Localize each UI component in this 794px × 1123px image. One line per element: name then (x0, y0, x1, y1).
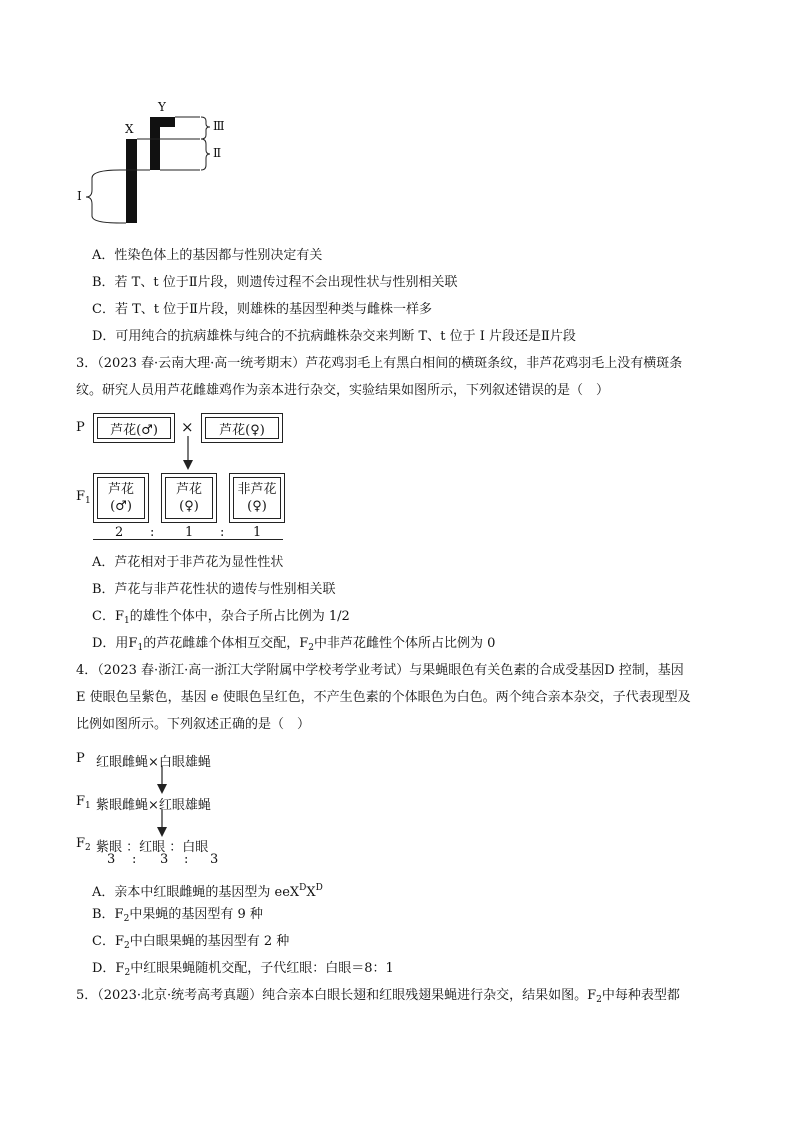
q3-option-b: B．芦花与非芦花性状的遗传与性别相关联 (92, 582, 336, 597)
q2-option-a: A．性染色体上的基因都与性别决定有关 (92, 248, 323, 263)
q3-arrow (178, 436, 198, 472)
label-ii: Ⅱ (213, 146, 222, 160)
label-i: I (77, 189, 82, 203)
q3-parent-male: 芦花(♂) (110, 422, 158, 438)
q3-child1-box (93, 473, 149, 523)
q4-stem-line2: E 使眼色呈紫色，基因 e 使眼色呈红色，不产生色素的个体眼色为白色。两个纯合亲本杂交，子代表现型及 (76, 690, 691, 705)
q4-f2-ratio-2: 3 (160, 852, 169, 867)
q3-child1-inner: 芦花 (♂) (97, 477, 145, 519)
q3-cross: × (181, 418, 194, 436)
q4-f1-label: $F_1$ (76, 794, 91, 811)
q4-f2-ratio-colon-1: : (132, 852, 137, 867)
q3-f1-label: $F_1$ (76, 489, 91, 506)
q4-arrow-2 (152, 809, 172, 839)
label-x: X (125, 122, 134, 136)
q3-ratio-underline (93, 539, 283, 540)
q3-p-label: P (76, 420, 85, 435)
q4-option-c: C．$F_2$中白眼果蝇的基因型有 2 种 (92, 934, 290, 951)
q2-option-d: D．可用纯合的抗病雄株与纯合的不抗病雌株杂交来判断 T、t 位于 I 片段还是Ⅱ片段 (92, 329, 576, 344)
q4-stem-line1: 4．（2023 春·浙江·高一浙江大学附属中学校考学业考试）与果蝇眼色有关色素的合成受基因D 控制，基因 (76, 663, 684, 678)
q3-ratio-1: 2 (115, 525, 124, 540)
q4-p-cross: 红眼雌蝇×白眼雄蝇 (96, 755, 211, 770)
q3-stem-line2: 纹。研究人员用芦花雌雄鸡作为亲本进行杂交，实验结果如图所示，下列叙述错误的是（ ） (76, 383, 610, 398)
q4-arrow-1 (152, 766, 172, 796)
y-chromosome-top (150, 117, 175, 127)
q4-f2-label: $F_2$ (76, 836, 91, 853)
q4-f2-ratio-3: 3 (210, 852, 219, 867)
q4-f1-cross: 紫眼雌蝇×红眼雄蝇 (96, 798, 211, 813)
q3-parent-female-box (201, 413, 283, 443)
q3-parent-male-box (93, 413, 175, 443)
q3-child2-inner: 芦花 (♀) (165, 477, 213, 519)
q3-parent-female-inner (205, 417, 279, 439)
q3-ratio-colon-2: : (220, 525, 225, 540)
q3-ratio-colon-1: : (150, 525, 155, 540)
q4-f2-ratio-1: 3 (107, 852, 116, 867)
x-chromosome (126, 139, 137, 223)
q3-child3-inner: 非芦花 (♀) (233, 477, 281, 519)
q4-option-a: A．亲本中红眼雌蝇的基因型为 $eeX^DX^D$ (92, 883, 323, 900)
q3-stem-line1: 3．（2023 春·云南大理·高一统考期末）芦花鸡羽毛上有黑白相间的横斑条纹，非芦花鸡羽毛上没有横斑条 (76, 356, 683, 371)
q4-f2-phenotypes: 紫眼 ：红眼 ：白眼 (96, 840, 209, 855)
q4-f2-ratio-colon-2: : (184, 852, 189, 867)
q3-parent-female: 芦花(♀) (219, 422, 265, 438)
q3-child3-box (229, 473, 285, 523)
q4-option-b: B．$F_2$中果蝇的基因型有 9 种 (92, 907, 263, 924)
q3-ratio-2: 1 (185, 525, 194, 540)
q4-p-label: P (76, 751, 85, 766)
q3-option-d: D．用$F_1$的芦花雌雄个体相互交配，$F_2$中非芦花雌性个体所占比例为 0 (92, 636, 496, 653)
q3-option-a: A．芦花相对于非芦花为显性性状 (92, 555, 284, 570)
q3-parent-male-inner (97, 417, 171, 439)
q3-ratio-3: 1 (253, 525, 262, 540)
q4-option-d: D．$F_2$中红眼果蝇随机交配，子代红眼：白眼＝8：1 (92, 961, 394, 978)
q2-option-c: C．若 T、t 位于Ⅱ片段，则雄株的基因型种类与雌株一样多 (92, 302, 432, 317)
q2-option-b: B．若 T、t 位于Ⅱ片段，则遗传过程不会出现性状与性别相关联 (92, 275, 458, 290)
sex-chromosome-diagram (0, 0, 794, 240)
q5-stem-line1: 5．（2023·北京·统考高考真题）纯合亲本白眼长翅和红眼残翅果蝇进行杂交，结果如图。$F_2$中每种表型都 (76, 988, 680, 1005)
label-y: Y (158, 100, 166, 114)
q4-stem-line3: 比例如图所示。下列叙述正确的是（ ） (76, 717, 311, 732)
q3-child2-box (161, 473, 217, 523)
q3-option-c: C．$F_1$的雄性个体中，杂合子所占比例为 1/2 (92, 609, 350, 626)
label-iii: Ⅲ (213, 119, 225, 133)
